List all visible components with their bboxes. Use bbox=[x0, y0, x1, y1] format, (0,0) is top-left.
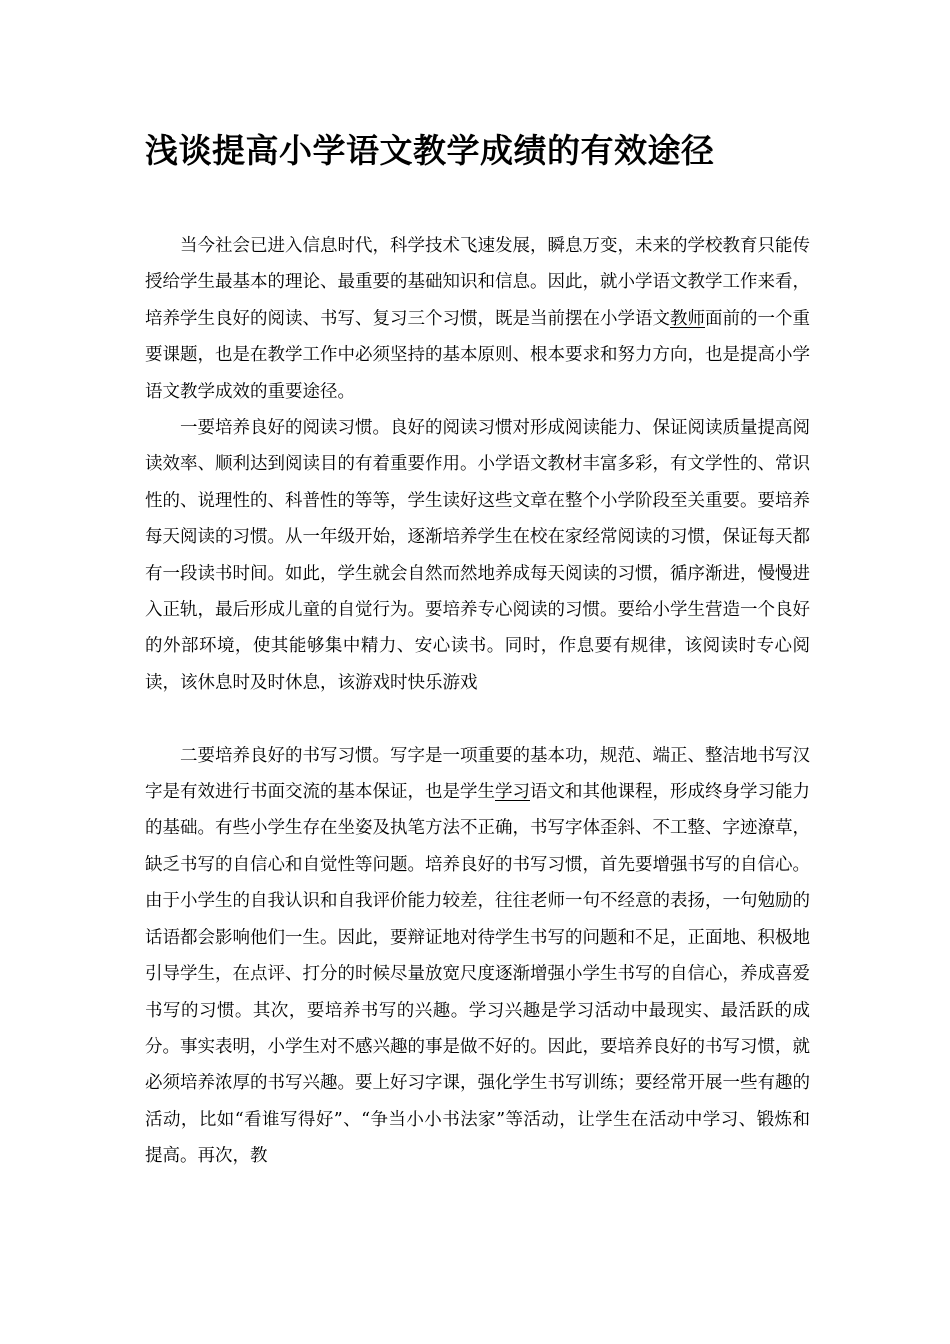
link-teacher[interactable]: 教师 bbox=[670, 308, 705, 329]
paragraph-intro-text-after: 面前的一个重要课题，也是在教学工作中必须坚持的基本原则、根本要求和努力方向，也是提高小学语文教学成效的重要途径。 bbox=[145, 308, 810, 402]
paragraph-writing-text-before: 二要培养良好的书写习惯。写字是一项重要的基本功，规范、端正、整洁地书写汉字是有效进行书面交流的基本保证，也是学生 bbox=[145, 745, 810, 803]
paragraph-writing-text-after: 语文和其他课程，形成终身学习能力的基础。有些小学生存在坐姿及执笔方法不正确，书写字体歪斜、不工整、字迹潦草，缺乏书写的自信心和自觉性等问题。培养良好的书写习惯，首先要增强书写的自信心。由于小学生的自我认识和自我评价能力较差，往往老师一句不经意的表扬，一句勉励的话语都会影响他们一生。因此，要辩证地对待学生书写的问题和不足，正面地、积极地引导学生，在点评、打分的时候尽量放宽尺度逐渐增强小学生书写的自信心，养成喜爱书写的习惯。其次，要培养书写的兴趣。学习兴趣是学习活动中最现实、最活跃的成分。事实表明，小学生对不感兴趣的事是做不好的。因此，要培养良好的书写习惯，就必须培养浓厚的书写兴趣。要上好习字课，强化学生书写训练；要经常开展一些有趣的活动，比如“看谁写得好”、“争当小小书法家”等活动，让学生在活动中学习、锻炼和提高。再次，教 bbox=[145, 782, 810, 1167]
paragraph-writing-habit bbox=[145, 738, 810, 1175]
link-study[interactable]: 学习 bbox=[495, 782, 530, 803]
paragraph-gap bbox=[145, 701, 810, 737]
paragraph-intro-text-before: 当今社会已进入信息时代，科学技术飞速发展，瞬息万变，未来的学校教育只能传授给学生最基本的理论、最重要的基础知识和信息。因此，就小学语文教学工作来看，培养学生良好的阅读、书写、复习三个习惯，既是当前摆在小学语文 bbox=[145, 236, 810, 329]
paragraph-intro bbox=[145, 228, 810, 410]
paragraph-reading-habit: 一要培养良好的阅读习惯。良好的阅读习惯对形成阅读能力、保证阅读质量提高阅读效率、顺利达到阅读目的有着重要作用。小学语文教材丰富多彩，有文学性的、常识性的、说理性的、科普性的等等，学生读好这些文章在整个小学阶段至关重要。要培养每天阅读的习惯。从一年级开始，逐渐培养学生在校在家经常阅读的习惯，保证每天都有一段读书时间。如此，学生就会自然而然地养成每天阅读的习惯，循序渐进，慢慢进入正轨，最后形成儿童的自觉行为。要培养专心阅读的习惯。要给小学生营造一个良好的外部环境，使其能够集中精力、安心读书。同时，作息要有规律，该阅读时专心阅读，该休息时及时休息，该游戏时快乐游戏 bbox=[145, 418, 810, 693]
document-title: 浅谈提高小学语文教学成绩的有效途径 bbox=[145, 131, 715, 170]
document-body bbox=[145, 228, 810, 1175]
